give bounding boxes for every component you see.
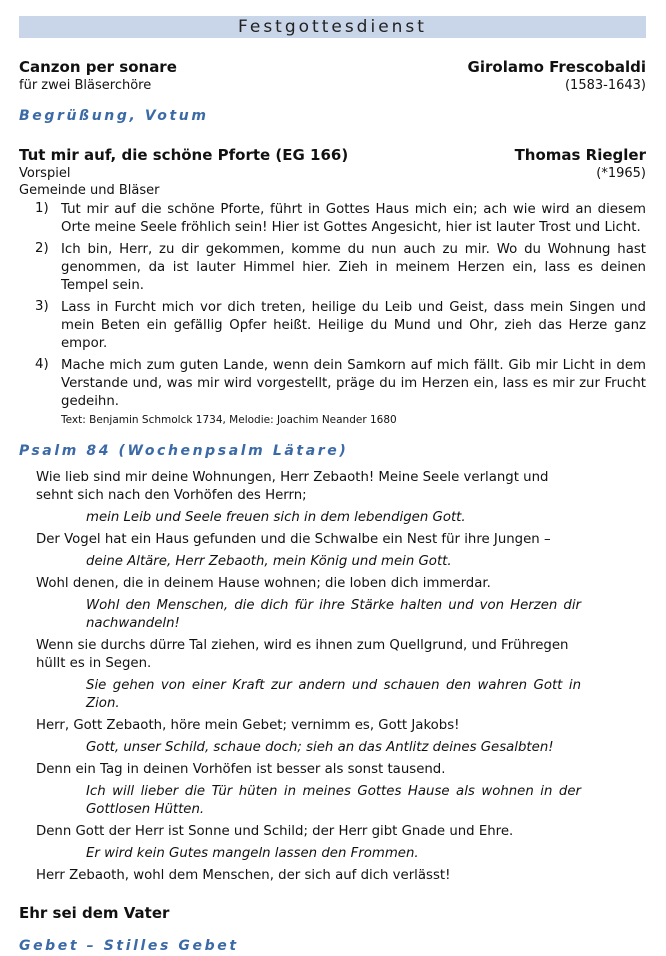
section-heading-greeting: Begrüßung, Votum xyxy=(19,108,209,124)
piece-subtitle: für zwei Bläserchöre xyxy=(19,78,152,93)
composer-dates: (1583-1643) xyxy=(564,78,646,93)
hymn-credit: Text: Benjamin Schmolck 1734, Melodie: Joachim Neander 1680 xyxy=(61,414,397,426)
section-heading-psalm: Psalm 84 (Wochenpsalm Lätare) xyxy=(19,443,349,459)
psalm-response: Sie gehen von einer Kraft zur andern und schauen den wahren Gott in Zion. xyxy=(86,678,581,711)
hymn-subtitle: Vorspiel xyxy=(19,166,71,181)
verse-number: 3) xyxy=(35,299,49,314)
psalm-response: Gott, unser Schild, schaue doch; sieh an das Antlitz deines Gesalbten! xyxy=(86,740,554,755)
hymn-verse-list xyxy=(19,201,646,411)
psalm-response: Er wird kein Gutes mangeln lassen den Frommen. xyxy=(86,846,419,861)
piece-hymn xyxy=(19,145,646,427)
psalm-verse: Wohl denen, die in deinem Hause wohnen; die loben dich immerdar. xyxy=(36,576,491,591)
hymn-verse xyxy=(19,241,646,295)
hymn-composer: Thomas Riegler xyxy=(514,146,646,164)
psalm-verse: Denn ein Tag in deinen Vorhöfen ist besser als sonst tausend. xyxy=(36,762,446,777)
piece-canzon xyxy=(19,57,646,94)
psalm-response: deine Altäre, Herr Zebaoth, mein König und mein Gott. xyxy=(86,554,452,569)
piece-title: Canzon per sonare xyxy=(19,58,177,76)
hymn-title: Tut mir auf, die schöne Pforte (EG 166) xyxy=(19,146,349,164)
verse-text: Ich bin, Herr, zu dir gekommen, komme du nun auch zu mir. Wo du Wohnung hast genommen, da ist lauter Himmel hier. Zieh in meinem Herzen ein, lass es deinen Tempel sein. xyxy=(61,242,646,293)
psalm-response: mein Leib und Seele freuen sich in dem lebendigen Gott. xyxy=(86,510,466,525)
psalm-verse: Wenn sie durchs dürre Tal ziehen, wird es ihnen zum Quellgrund, und Frühregen hüllt es in Segen. xyxy=(36,638,569,671)
psalm-verse: Der Vogel hat ein Haus gefunden und die Schwalbe ein Nest für ihre Jungen – xyxy=(36,532,551,547)
hymn-verse xyxy=(19,357,646,411)
hymn-verse xyxy=(19,201,646,237)
hymn-verse xyxy=(19,299,646,353)
verse-text: Mache mich zum guten Lande, wenn dein Samkorn auf mich fällt. Gib mir Licht in dem Verstande und, was mir wird vorgestellt, präge du im Herzen ein, lass es mir zur Frucht gedeihn. xyxy=(61,358,646,409)
verse-number: 2) xyxy=(35,241,49,256)
psalm-verse: Herr Zebaoth, wohl dem Menschen, der sich auf dich verlässt! xyxy=(36,868,451,883)
psalm-verse: Herr, Gott Zebaoth, höre mein Gebet; vernimm es, Gott Jakobs! xyxy=(36,718,460,733)
verse-number: 4) xyxy=(35,357,49,372)
program-page xyxy=(19,16,646,956)
verse-text: Lass in Furcht mich vor dich treten, heilige du Leib und Geist, dass mein Singen und mein Beten ein gefällig Opfer heißt. Heilige du Mund und Ohr, zieh das Herze ganz empor. xyxy=(61,300,646,351)
psalm-text xyxy=(36,469,581,885)
verse-text: Tut mir auf die schöne Pforte, führt in Gottes Haus mich ein; ach wie wird an diesem Orte meine Seele fröhlich sein! Hier ist Gottes Angesicht, hier ist lauter Trost und Licht. xyxy=(61,202,646,235)
composer-name: Girolamo Frescobaldi xyxy=(467,58,646,76)
verse-number: 1) xyxy=(35,201,49,216)
psalm-response: Wohl den Menschen, die dich für ihre Stärke halten und von Herzen dir nachwandeln! xyxy=(86,598,581,631)
page-banner: Festgottesdienst xyxy=(19,16,646,38)
psalm-verse: Wie lieb sind mir deine Wohnungen, Herr Zebaoth! Meine Seele verlangt und sehnt sich nach den Vorhöfen des Herrn; xyxy=(36,470,549,503)
gloria-heading: Ehr sei dem Vater xyxy=(19,904,170,922)
psalm-response: Ich will lieber die Tür hüten in meines Gottes Hause als wohnen in der Gottlosen Hütten. xyxy=(86,784,581,817)
hymn-composer-dates: (*1965) xyxy=(596,166,646,181)
hymn-performers: Gemeinde und Bläser xyxy=(19,183,160,198)
section-heading-prayer: Gebet – Stilles Gebet xyxy=(19,938,239,954)
psalm-verse: Denn Gott der Herr ist Sonne und Schild; der Herr gibt Gnade und Ehre. xyxy=(36,824,514,839)
